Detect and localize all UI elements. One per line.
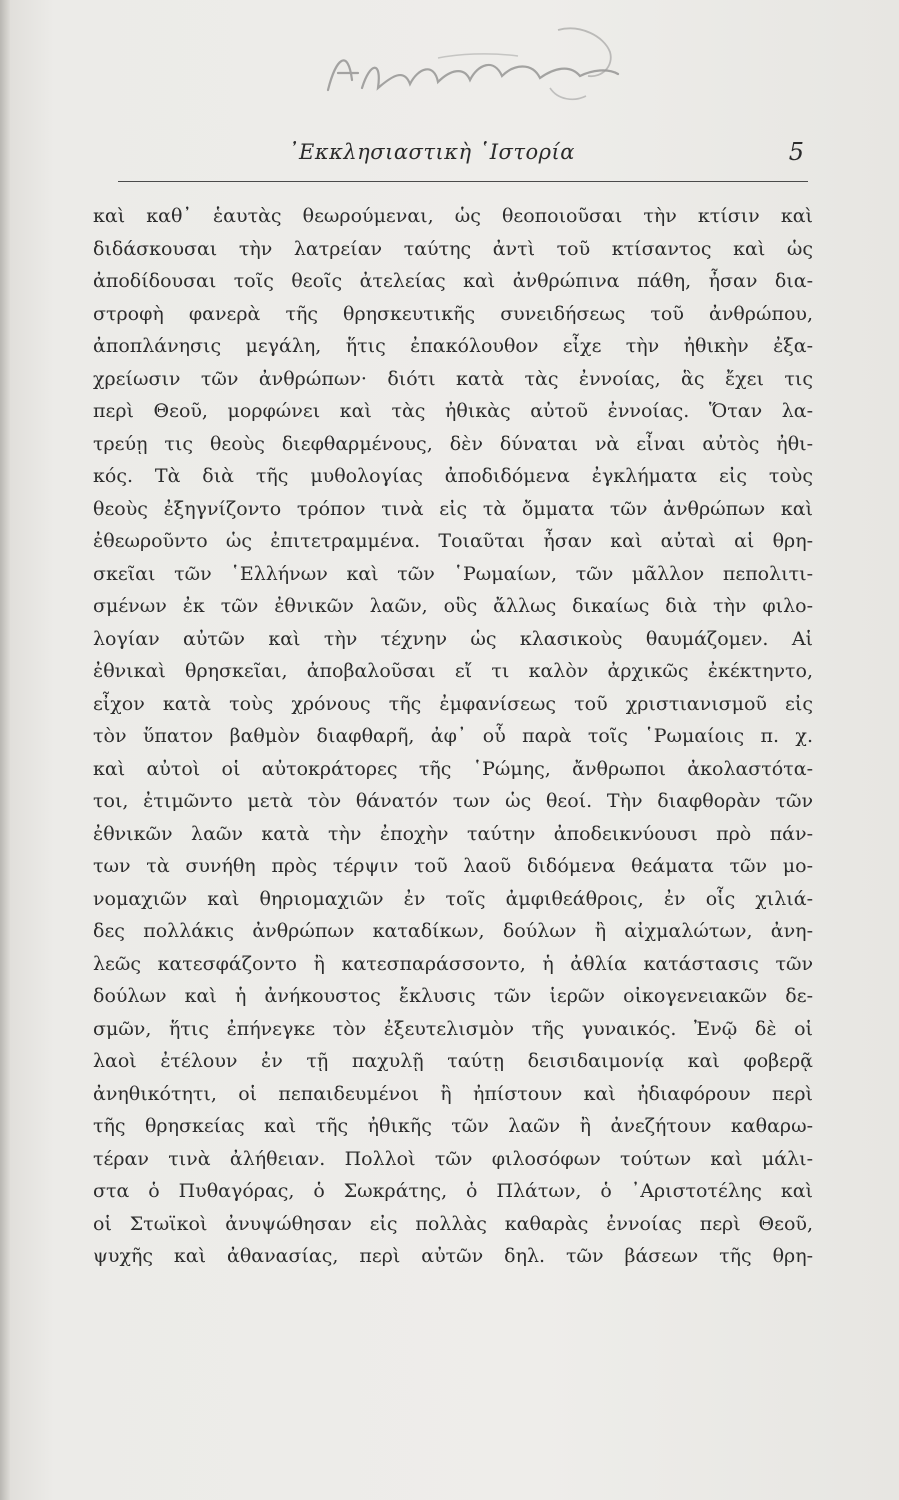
text-line: καὶ καθ᾿ ἑαυτὰς θεωρούμεναι, ὡς θεοποιοῦσαι τὴν κτίσιν καὶ bbox=[93, 205, 813, 227]
text-line: δες πολλάκις ἀνθρώπων καταδίκων, δούλων ἢ αἰχμαλώτων, ἀνη- bbox=[93, 920, 813, 942]
header-rule bbox=[118, 181, 808, 182]
text-line: τὸν ὕπατον βαθμὸν διαφθαρῆ, ἀφ᾿ οὗ παρὰ τοῖς ῾Ρωμαίοις π. χ. bbox=[93, 725, 813, 747]
body-text bbox=[93, 200, 813, 1273]
text-line: ἀποδίδουσαι τοῖς θεοῖς ἀτελείας καὶ ἀνθρώπινα πάθη, ἦσαν δια- bbox=[93, 270, 813, 292]
text-line: λογίαν αὐτῶν καὶ τὴν τέχνην ὡς κλασικοὺς θαυμάζομεν. Αἱ bbox=[93, 627, 813, 650]
page-gutter-shadow bbox=[0, 0, 10, 1500]
text-line: των τὰ συνήθη πρὸς τέρψιν τοῦ λαοῦ διδόμενα θεάματα τῶν μο- bbox=[93, 855, 813, 877]
text-line: ψυχῆς καὶ ἀθανασίας, περὶ αὐτῶν δηλ. τῶν βάσεων τῆς θρη- bbox=[93, 1245, 813, 1267]
text-line: ἐθνικαὶ θρησκεῖαι, ἀποβαλοῦσαι εἴ τι καλὸν ἀρχικῶς ἐκέκτηντο, bbox=[93, 660, 813, 682]
text-line: ἐθνικῶν λαῶν κατὰ τὴν ἐποχὴν ταύτην ἀποδεικνύουσι πρὸ πάν- bbox=[93, 822, 813, 845]
text-line: στροφὴ φανερὰ τῆς θρησκευτικῆς συνειδήσεως τοῦ ἀνθρώπου, bbox=[93, 302, 813, 325]
text-line: οἱ Στωϊκοὶ ἀνυψώθησαν εἰς πολλὰς καθαρὰς ἐννοίας περὶ Θεοῦ, bbox=[93, 1212, 813, 1235]
handwritten-signature bbox=[318, 18, 648, 118]
text-line: τρεύῃ τις θεοὺς διεφθαρμένους, δὲν δύναται νὰ εἶναι αὐτὸς ἠθι- bbox=[93, 432, 813, 455]
text-line: δούλων καὶ ἡ ἀνήκουστος ἔκλυσις τῶν ἱερῶν οἰκογενειακῶν δε- bbox=[93, 985, 813, 1007]
text-line: περὶ Θεοῦ, μορφώνει καὶ τὰς ἠθικὰς αὐτοῦ ἐννοίας. Ὅταν λα- bbox=[93, 400, 813, 422]
text-line: νομαχιῶν καὶ θηριομαχιῶν ἐν τοῖς ἀμφιθεάθροις, ἐν οἷς χιλιά- bbox=[93, 887, 813, 910]
text-line: σμένων ἐκ τῶν ἐθνικῶν λαῶν, οὓς ἄλλως δικαίως διὰ τὴν φιλο- bbox=[93, 595, 813, 617]
text-line: τῆς θρησκείας καὶ τῆς ἠθικῆς τῶν λαῶν ἢ ἀνεζήτουν καθαρω- bbox=[93, 1115, 813, 1137]
running-title: ᾿Εκκλησιαστικὴ ῾Ιστορία bbox=[288, 140, 575, 164]
text-line: διδάσκουσαι τὴν λατρείαν ταύτης ἀντὶ τοῦ κτίσαντος καὶ ὡς bbox=[93, 237, 813, 260]
text-line: τέραν τινὰ ἀλήθειαν. Πολλοὶ τῶν φιλοσόφων τούτων καὶ μάλι- bbox=[93, 1147, 813, 1170]
text-line: κός. Τὰ διὰ τῆς μυθολογίας ἀποδιδόμενα ἐγκλήματα εἰς τοὺς bbox=[93, 465, 813, 487]
text-line: θεοὺς ἐξηγνίζοντο τρόπον τινὰ εἰς τὰ ὄμματα τῶν ἀνθρώπων καὶ bbox=[93, 497, 813, 520]
text-line: σκεῖαι τῶν ῾Ελλήνων καὶ τῶν ῾Ρωμαίων, τῶν μᾶλλον πεπολιτι- bbox=[93, 562, 813, 585]
text-line: τοι, ἐτιμῶντο μετὰ τὸν θάνατόν των ὡς θεοί. Τὴν διαφθορὰν τῶν bbox=[93, 790, 813, 812]
running-header bbox=[118, 136, 808, 180]
text-line: ἐθεωροῦντο ὡς ἐπιτετραμμένα. Τοιαῦται ἦσαν καὶ αὐταὶ αἱ θρη- bbox=[93, 530, 813, 552]
text-line: σμῶν, ἥτις ἐπήνεγκε τὸν ἐξευτελισμὸν τῆς γυναικός. Ἐνῷ δὲ οἱ bbox=[93, 1017, 813, 1040]
text-line: ἀποπλάνησις μεγάλη, ἥτις ἐπακόλουθον εἶχε τὴν ἠθικὴν ἐξα- bbox=[93, 335, 813, 357]
text-line: λεῶς κατεσφάζοντο ἢ κατεσπαράσσοντο, ἡ ἀθλία κατάστασις τῶν bbox=[93, 952, 813, 975]
text-line: εἶχον κατὰ τοὺς χρόνους τῆς ἐμφανίσεως τοῦ χριστιανισμοῦ εἰς bbox=[93, 692, 813, 715]
text-line: λαοὶ ἐτέλουν ἐν τῇ παχυλῇ ταύτῃ δεισιδαιμονίᾳ καὶ φοβερᾷ bbox=[93, 1050, 813, 1072]
page-number: 5 bbox=[788, 138, 804, 166]
text-line: καὶ αὐτοὶ οἱ αὐτοκράτορες τῆς ῾Ρώμης, ἄνθρωποι ἀκολαστότα- bbox=[93, 757, 813, 780]
text-line: ἀνηθικότητι, οἱ πεπαιδευμένοι ἢ ἠπίστουν καὶ ἠδιαφόρουν περὶ bbox=[93, 1082, 813, 1105]
text-line: στα ὁ Πυθαγόρας, ὁ Σωκράτης, ὁ Πλάτων, ὁ ᾿Αριστοτέλης καὶ bbox=[93, 1180, 813, 1202]
text-line: χρείωσιν τῶν ἀνθρώπων· διότι κατὰ τὰς ἐννοίας, ἃς ἔχει τις bbox=[93, 367, 813, 390]
